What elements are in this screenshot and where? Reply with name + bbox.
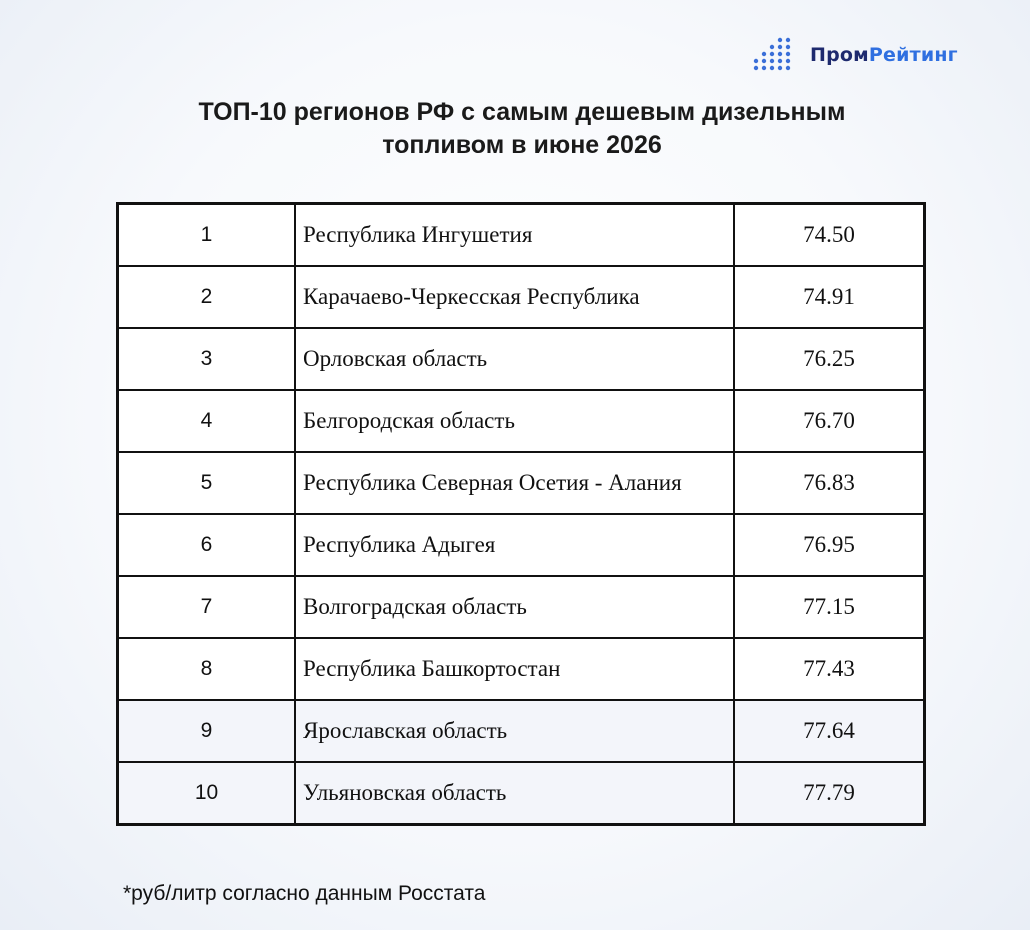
page-title [0,96,1030,162]
table-row [118,638,925,700]
rank-cell: 1 [118,204,296,267]
rank-cell: 6 [118,514,296,576]
price-cell: 76.95 [734,514,925,576]
price-cell: 77.15 [734,576,925,638]
table-row [118,204,925,267]
ranking-table [116,202,926,826]
page-title-line1: ТОП-10 регионов РФ с самым дешевым дизельным [198,98,846,126]
price-cell: 74.50 [734,204,925,267]
price-cell: 77.64 [734,700,925,762]
rank-cell: 9 [118,700,296,762]
region-cell: Орловская область [295,328,734,390]
table-row [118,762,925,825]
bar-dots-logo-icon [752,34,798,76]
price-cell: 76.25 [734,328,925,390]
price-cell: 74.91 [734,266,925,328]
price-cell: 76.83 [734,452,925,514]
page-title-line2: топливом в июне 2026 [382,131,662,159]
rank-cell: 8 [118,638,296,700]
region-cell: Карачаево-Черкесская Республика [295,266,734,328]
rank-cell: 3 [118,328,296,390]
table-row [118,452,925,514]
region-cell: Республика Башкортостан [295,638,734,700]
rank-cell: 10 [118,762,296,825]
region-cell: Республика Ингушетия [295,204,734,267]
rank-cell: 5 [118,452,296,514]
table-row [118,514,925,576]
region-cell: Республика Адыгея [295,514,734,576]
region-cell: Республика Северная Осетия - Алания [295,452,734,514]
table-row [118,266,925,328]
table-row [118,328,925,390]
price-cell: 76.70 [734,390,925,452]
region-cell: Ярославская область [295,700,734,762]
price-cell: 77.79 [734,762,925,825]
table-row [118,700,925,762]
region-cell: Белгородская область [295,390,734,452]
rank-cell: 7 [118,576,296,638]
price-cell: 77.43 [734,638,925,700]
brand-name: ПромРейтинг [810,44,958,66]
table-row [118,390,925,452]
footnote: *руб/литр согласно данным Росстата [123,882,486,905]
brand-logo [752,34,958,76]
rank-cell: 4 [118,390,296,452]
rank-cell: 2 [118,266,296,328]
table-row [118,576,925,638]
region-cell: Ульяновская область [295,762,734,825]
region-cell: Волгоградская область [295,576,734,638]
